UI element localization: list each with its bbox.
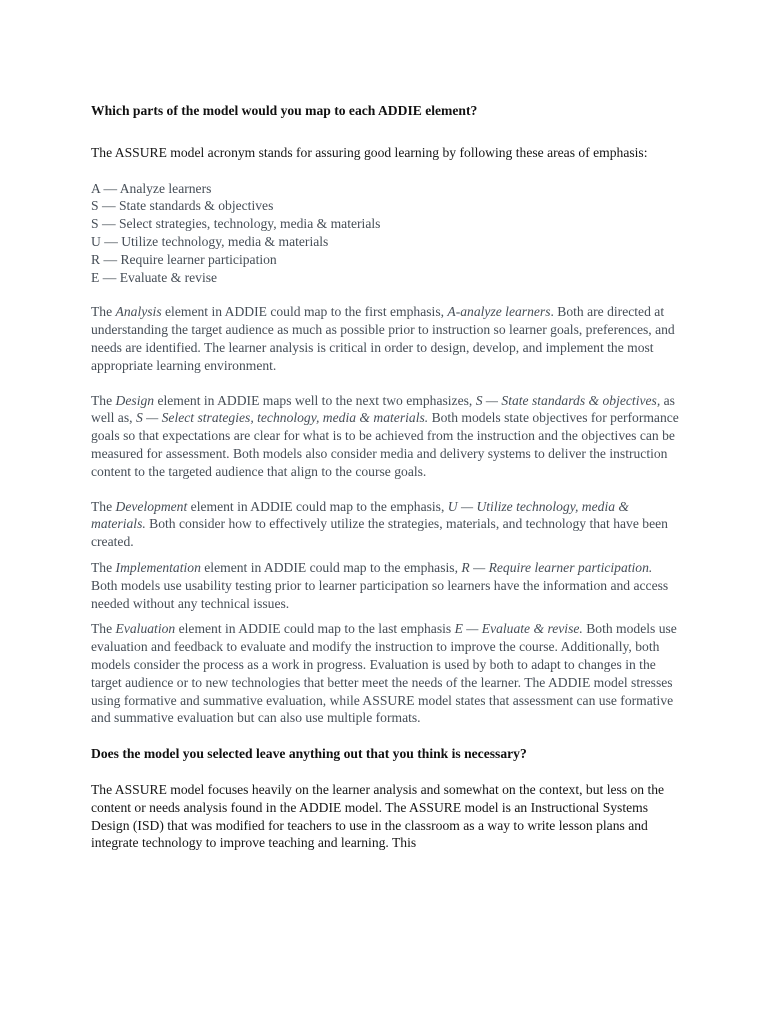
implementation-emphasis-1: Implementation <box>115 559 201 575</box>
implementation-text-1: The <box>91 559 116 575</box>
document-page <box>91 102 679 852</box>
design-emphasis-3: S — Select strategies, technology, media & materials. <box>135 410 429 426</box>
design-text-1: The <box>91 392 116 408</box>
analysis-text-1: The <box>91 304 116 320</box>
list-item-utilize: U — Utilize technology, media & materials <box>91 233 329 249</box>
evaluation-emphasis-1: Evaluation <box>115 621 176 637</box>
analysis-text-3: . Both are directed at understanding the target audience as much as possible prior to instruction so learner goals, preferences, and needs are identified. The learner analysis is critical in order to design, develop, and implement the most appropriate learning environment. <box>91 304 675 373</box>
development-text-2: element in ADDIE could map to the emphasis, <box>187 498 448 514</box>
development-paragraph <box>91 498 679 551</box>
development-text-1: The <box>91 498 116 514</box>
design-emphasis-2: S — State standards & objectives, <box>475 392 661 408</box>
design-emphasis-1: Design <box>115 392 155 408</box>
development-emphasis-2: U — Utilize technology, media & materials. <box>91 498 629 532</box>
list-item-analyze: A — Analyze learners <box>91 180 212 196</box>
implementation-emphasis-2: R — Require learner participation. <box>461 559 653 575</box>
assure-acronym-list <box>91 180 679 287</box>
list-item-require: R — Require learner participation <box>91 251 277 267</box>
evaluation-emphasis-2: E — Evaluate & revise. <box>454 621 583 637</box>
development-text-3: Both consider how to effectively utilize the strategies, materials, and technology that have been created. <box>91 516 668 550</box>
evaluation-text-3: Both models use evaluation and feedback to evaluate and modify the instruction to improve the course. Additionally, both models consider the process as a work in progress. Evaluation is used by both to adapt to changes in the target audience or to new technologies that better meet the needs of the learner. The ADDIE model stresses using formative and summative evaluation, while ASSURE model states that assessment can use formative and summative evaluation but can also use multiple formats. <box>91 621 677 726</box>
question-heading-2: Does the model you selected leave anything out that you think is necessary? <box>91 746 527 762</box>
assure-intro-paragraph: The ASSURE model acronym stands for assuring good learning by following these areas of emphasis: <box>91 144 648 160</box>
evaluation-text-2: element in ADDIE could map to the last emphasis <box>175 621 455 637</box>
evaluation-paragraph <box>91 620 679 727</box>
analysis-emphasis-2: A-analyze learners <box>447 304 551 320</box>
design-paragraph <box>91 392 679 481</box>
list-item-state: S — State standards & objectives <box>91 198 274 214</box>
implementation-paragraph <box>91 559 679 612</box>
analysis-text-2: element in ADDIE could map to the first emphasis, <box>161 304 448 320</box>
list-item-select: S — Select strategies, technology, media & materials <box>91 216 381 232</box>
design-text-2: element in ADDIE maps well to the next two emphasizes, <box>154 392 476 408</box>
question-heading-1: Which parts of the model would you map to each ADDIE element? <box>91 103 478 118</box>
analysis-paragraph <box>91 303 679 374</box>
analysis-emphasis-1: Analysis <box>115 304 162 320</box>
design-text-4: Both models state objectives for performance goals so that expectations are clear for what is to be achieved from the instruction and the objectives can be measured for assessment. Both models also consider media and delivery systems to deliver the instruction content to the targeted audience that align to the course goals. <box>91 410 679 479</box>
implementation-text-3: Both models use usability testing prior to learner participation so learners have the information and access needed without any technical issues. <box>91 577 669 611</box>
evaluation-text-1: The <box>91 621 116 637</box>
closing-paragraph: The ASSURE model focuses heavily on the learner analysis and somewhat on the context, but less on the content or needs analysis found in the ADDIE model. The ASSURE model is an Instructional Systems Design (ISD) that was modified for teachers to use in the classroom as a way to write lesson plans and integrate technology to improve teaching and learning. This <box>91 781 665 851</box>
design-text-3: as well as, <box>91 392 675 426</box>
development-emphasis-1: Development <box>115 498 188 514</box>
implementation-text-2: element in ADDIE could map to the emphasis, <box>200 559 462 575</box>
list-item-evaluate: E — Evaluate & revise <box>91 269 218 285</box>
